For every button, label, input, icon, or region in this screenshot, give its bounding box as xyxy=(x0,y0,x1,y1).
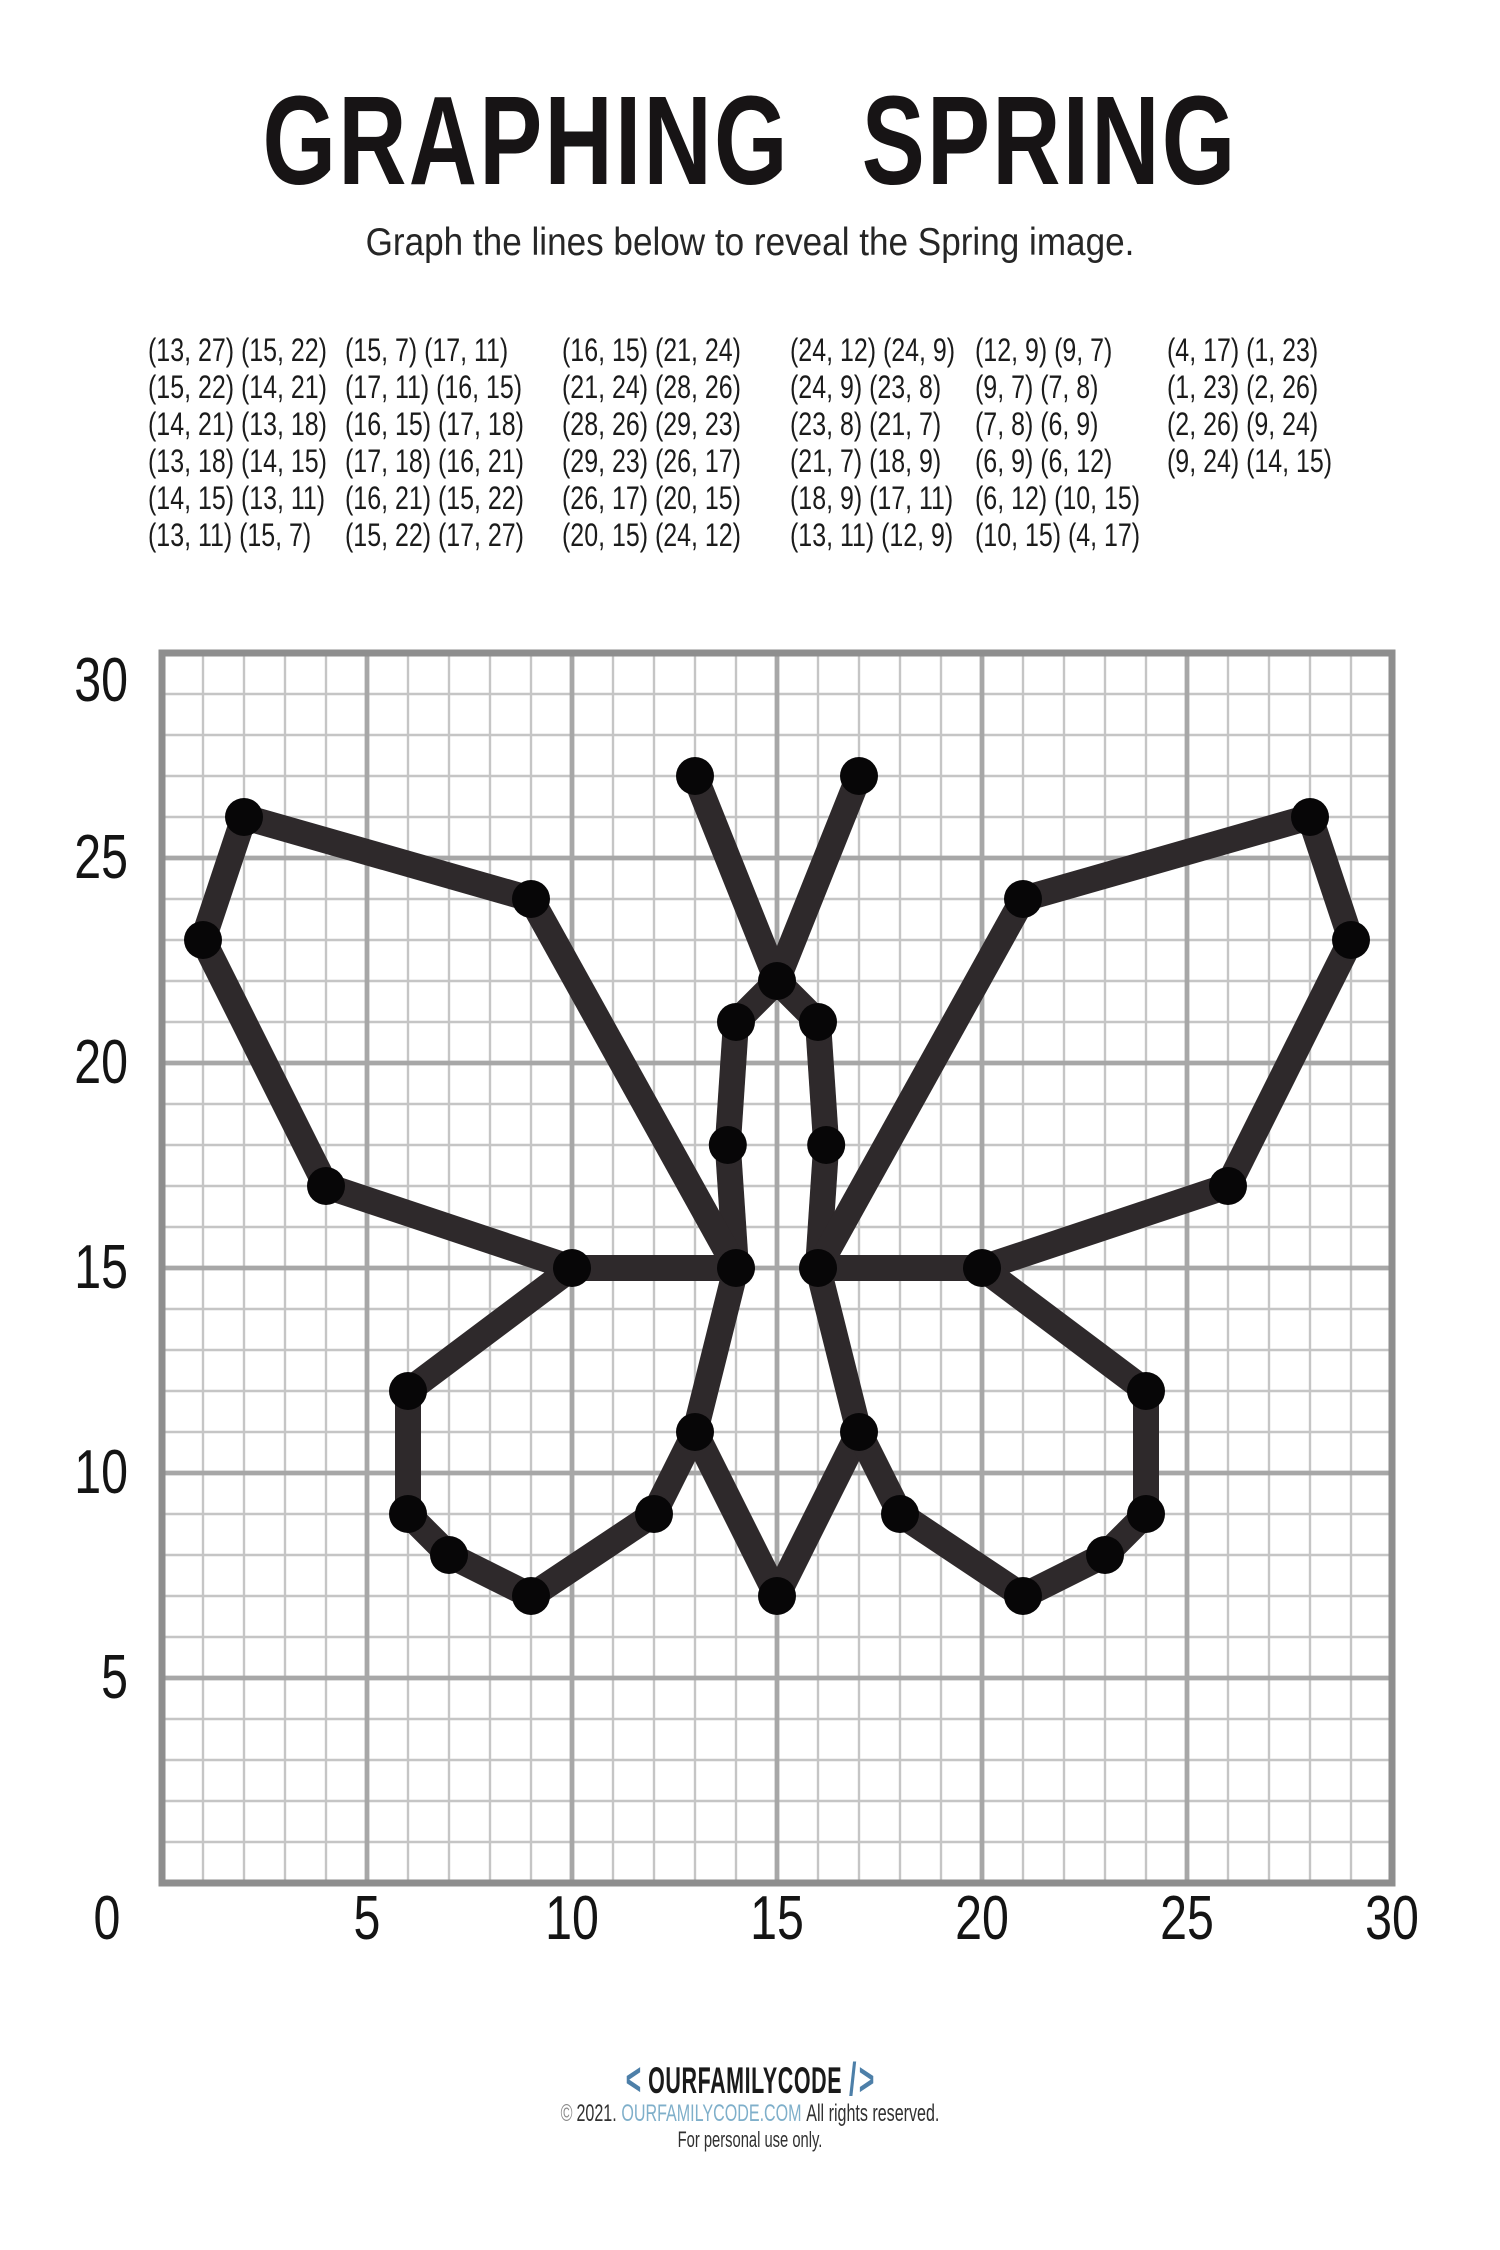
coordinate-pair: (7, 8) (6, 9) xyxy=(975,406,1099,442)
plotted-point xyxy=(1004,880,1042,918)
coordinate-pair: (15, 7) (17, 11) xyxy=(345,332,509,368)
coordinate-pair: (12, 9) (9, 7) xyxy=(975,332,1113,368)
plotted-point xyxy=(389,1495,427,1533)
plotted-point xyxy=(635,1495,673,1533)
coordinate-pair: (6, 9) (6, 12) xyxy=(975,443,1113,479)
plotted-point xyxy=(307,1167,345,1205)
y-axis-tick-label: 20 xyxy=(74,1028,128,1097)
plotted-point xyxy=(553,1249,591,1287)
plotted-point xyxy=(184,921,222,959)
coordinate-pair: (14, 15) (13, 11) xyxy=(148,480,326,516)
plotted-point xyxy=(717,1003,755,1041)
plotted-point xyxy=(758,1577,796,1615)
plotted-point xyxy=(799,1003,837,1041)
page-subtitle: Graph the lines below to reveal the Spring image. xyxy=(365,221,1135,264)
coordinate-pair: (13, 11) (15, 7) xyxy=(148,517,312,553)
coordinate-pair: (29, 23) (26, 17) xyxy=(562,443,741,479)
plotted-point xyxy=(676,1413,714,1451)
x-axis-tick-label: 10 xyxy=(545,1884,599,1953)
plotted-point xyxy=(1209,1167,1247,1205)
y-axis-tick-label: 10 xyxy=(74,1438,128,1507)
page-title: GRAPHING SPRING xyxy=(262,70,1238,211)
plotted-point xyxy=(840,1413,878,1451)
coordinate-pair: (9, 24) (14, 15) xyxy=(1167,443,1333,479)
plotted-point xyxy=(389,1372,427,1410)
y-axis-tick-label: 30 xyxy=(74,646,128,715)
butterfly-segment xyxy=(203,817,244,940)
copyright-symbol: © xyxy=(560,2100,573,2127)
plotted-point xyxy=(881,1495,919,1533)
coordinate-pair: (9, 7) (7, 8) xyxy=(975,369,1099,405)
logo-close-bracket-icon: > xyxy=(858,2053,875,2105)
plotted-point xyxy=(963,1249,1001,1287)
plotted-point xyxy=(1332,921,1370,959)
plotted-point xyxy=(1127,1495,1165,1533)
coordinate-pair: (18, 9) (17, 11) xyxy=(790,480,954,516)
plotted-point xyxy=(1004,1577,1042,1615)
plotted-point xyxy=(840,757,878,795)
coordinate-pair: (16, 15) (21, 24) xyxy=(562,332,741,368)
butterfly-segment xyxy=(1310,817,1351,940)
coordinate-pair: (23, 8) (21, 7) xyxy=(790,406,942,442)
y-axis-tick-label: 25 xyxy=(74,823,128,892)
plotted-point xyxy=(430,1536,468,1574)
x-axis-tick-label: 30 xyxy=(1365,1884,1419,1953)
logo-open-bracket-icon: < xyxy=(625,2053,642,2105)
x-axis-tick-label: 25 xyxy=(1160,1884,1214,1953)
coordinate-pair: (2, 26) (9, 24) xyxy=(1167,406,1319,442)
coordinate-pair: (17, 11) (16, 15) xyxy=(345,369,523,405)
plotted-point xyxy=(1291,798,1329,836)
coordinate-pair: (15, 22) (17, 27) xyxy=(345,517,524,553)
coordinate-pair: (24, 12) (24, 9) xyxy=(790,332,956,368)
butterfly-segment xyxy=(531,899,736,1268)
plotted-point xyxy=(709,1126,747,1164)
plotted-point xyxy=(512,1577,550,1615)
coordinate-pair: (17, 18) (16, 21) xyxy=(345,443,524,479)
coordinate-pair: (16, 21) (15, 22) xyxy=(345,480,524,516)
x-axis-tick-label: 0 xyxy=(93,1884,121,1953)
plotted-point xyxy=(807,1126,845,1164)
coordinate-pair: (24, 9) (23, 8) xyxy=(790,369,942,405)
coordinate-pair: (14, 21) (13, 18) xyxy=(148,406,327,442)
plotted-point xyxy=(676,757,714,795)
coordinate-pair: (21, 24) (28, 26) xyxy=(562,369,741,405)
coordinate-pair: (4, 17) (1, 23) xyxy=(1167,332,1319,368)
coordinate-pair: (20, 15) (24, 12) xyxy=(562,517,741,553)
plotted-point xyxy=(1086,1536,1124,1574)
plotted-point xyxy=(758,962,796,1000)
copyright-year: 2021. xyxy=(576,2100,617,2127)
x-axis-tick-label: 5 xyxy=(353,1884,381,1953)
copyright-site-link[interactable]: OURFAMILYCODE.COM xyxy=(621,2100,802,2127)
x-axis-tick-label: 20 xyxy=(955,1884,1009,1953)
logo-slash-icon: / xyxy=(849,2053,857,2105)
coordinate-pair: (1, 23) (2, 26) xyxy=(1167,369,1319,405)
plotted-point xyxy=(717,1249,755,1287)
y-axis-tick-label: 5 xyxy=(101,1643,128,1712)
coordinate-pair: (6, 12) (10, 15) xyxy=(975,480,1141,516)
butterfly-segment xyxy=(818,899,1023,1268)
plotted-point xyxy=(225,798,263,836)
coordinate-pair: (26, 17) (20, 15) xyxy=(562,480,741,516)
plotted-point xyxy=(1127,1372,1165,1410)
copyright-rights: All rights reserved. xyxy=(806,2100,940,2127)
x-axis-tick-label: 15 xyxy=(750,1884,804,1953)
personal-use-line: For personal use only. xyxy=(677,2127,823,2152)
coordinate-pair: (13, 11) (12, 9) xyxy=(790,517,954,553)
coordinate-pair: (10, 15) (4, 17) xyxy=(975,517,1141,553)
logo-name: OURFAMILYCODE xyxy=(648,2060,843,2101)
coordinate-pair: (28, 26) (29, 23) xyxy=(562,406,741,442)
coordinate-pair: (21, 7) (18, 9) xyxy=(790,443,942,479)
copyright-line xyxy=(248,2100,1253,2128)
coordinate-pair: (16, 15) (17, 18) xyxy=(345,406,524,442)
coordinate-pair: (13, 18) (14, 15) xyxy=(148,443,327,479)
y-axis-tick-label: 15 xyxy=(74,1233,128,1302)
coordinate-pair: (15, 22) (14, 21) xyxy=(148,369,327,405)
coordinate-pair: (13, 27) (15, 22) xyxy=(148,332,327,368)
plotted-point xyxy=(799,1249,837,1287)
coordinate-grid-svg xyxy=(162,653,1392,1883)
plotted-point xyxy=(512,880,550,918)
